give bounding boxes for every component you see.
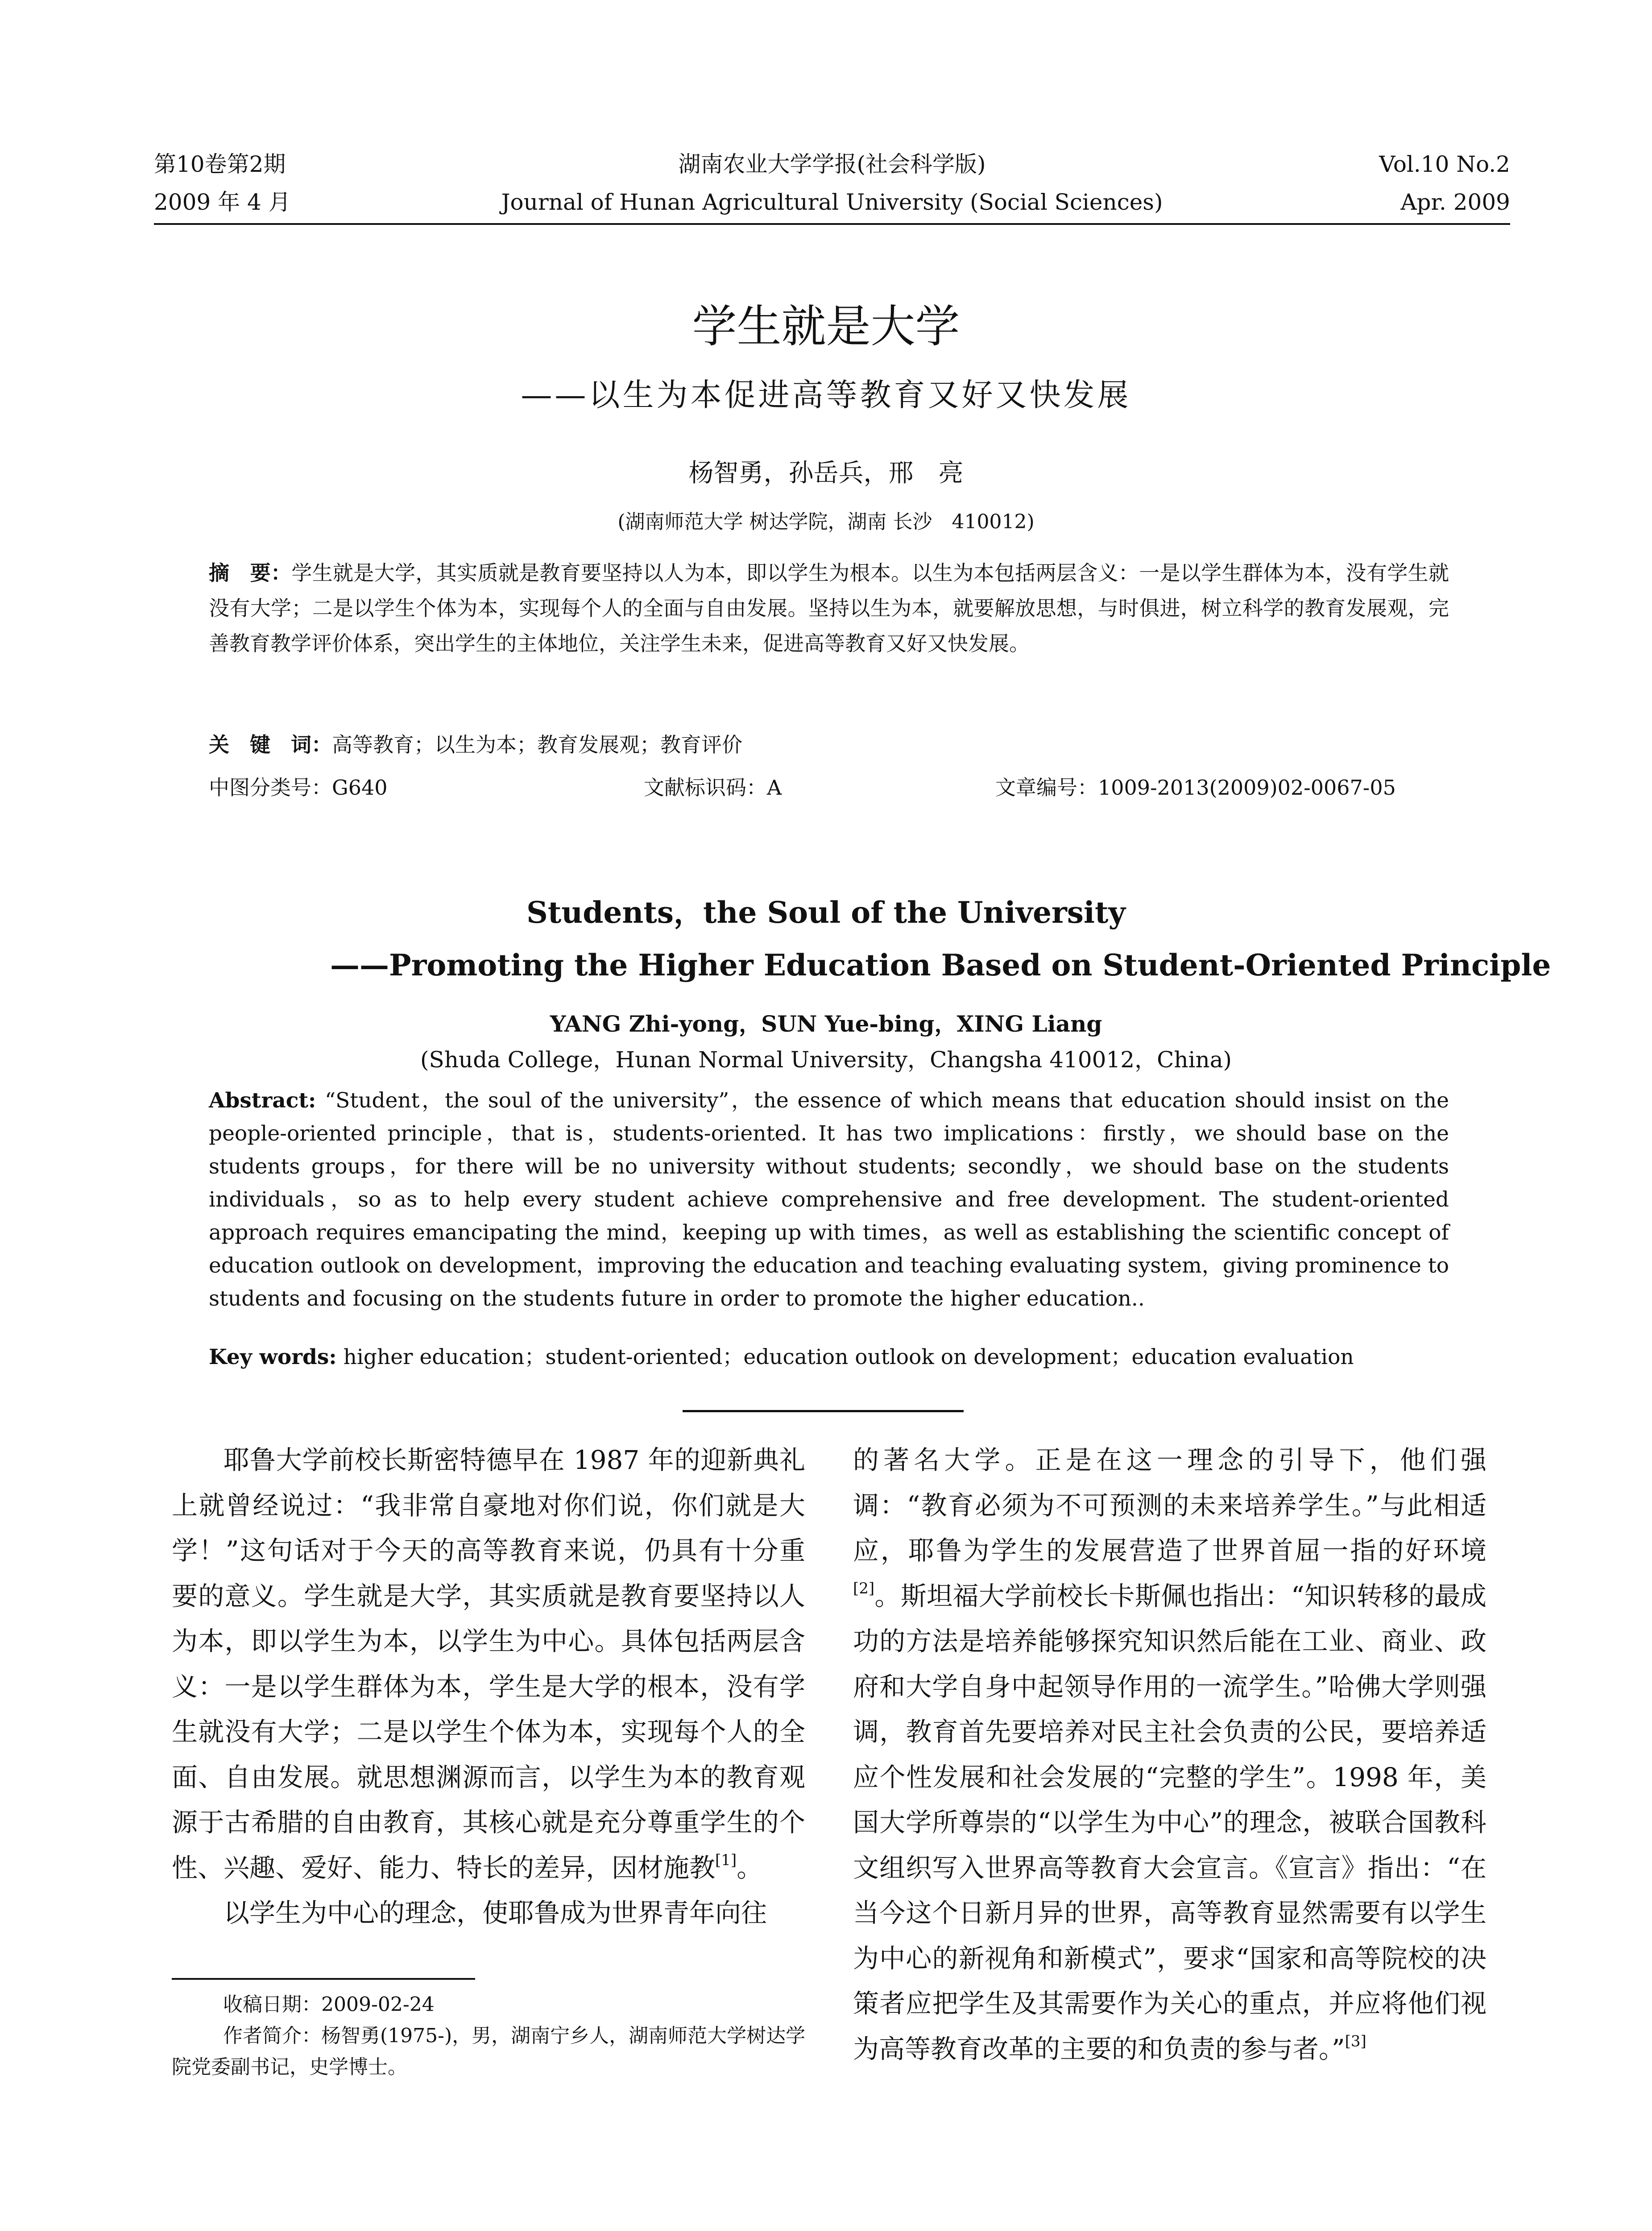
abstract-label-en: Abstract: xyxy=(209,1088,316,1113)
citation-ref-3[interactable]: [3] xyxy=(1345,2032,1366,2050)
date-en: Apr. 2009 xyxy=(1400,189,1510,215)
date-cn: 2009 年 4 月 xyxy=(154,189,291,215)
volume-issue-en: Vol.10 No.2 xyxy=(1379,151,1510,177)
article-number-value: 1009-2013(2009)02-0067-05 xyxy=(1098,775,1396,800)
body-text: 以学生为中心的理念，使耶鲁成为世界青年向往 xyxy=(224,1898,767,1928)
body-paragraph xyxy=(853,1438,1486,2072)
abstract-cn xyxy=(209,556,1449,661)
keywords-label-cn: 关 键 词： xyxy=(209,733,332,757)
abstract-en xyxy=(209,1084,1449,1315)
keywords-en xyxy=(209,1341,1471,1374)
keywords-label-en: Key words: xyxy=(209,1345,337,1369)
header-rule xyxy=(154,223,1510,225)
article-title-en: Students，the Soul of the University xyxy=(526,895,1126,930)
body-text: 耶鲁大学前校长斯密特德早在 1987 年的迎新典礼上就曾经说过：“我非常自豪地对你们说，你们就是大学！”这句话对于今天的高等教育来说，仍具有十分重要的意义。学生就是大学，其实质就是教育要坚持以人为本，即以学生为本，以学生为中心。具体包括两层含义：一是以学生群体为本，学生是大学的根本，没有学生就没有大学；二是以学生个体为本，实现每个人的全面、自由发展。就思想渊源而言，以学生为本的教育观源于古希腊的自由教育，其核心就是充分尊重学生的个性、兴趣、爱好、能力、特长的差异，因材施教 xyxy=(172,1445,805,1883)
keywords-text-en: higher education；student-oriented；education outlook on development；education evaluation xyxy=(336,1345,1354,1369)
article-subtitle-en: ——Promoting the Higher Education Based on Student-Oriented Principle xyxy=(330,948,1551,983)
body-paragraph xyxy=(172,1438,805,1891)
classification-row xyxy=(209,772,1471,803)
section-separator xyxy=(683,1410,964,1412)
keywords-text-cn: 高等教育；以生为本；教育发展观；教育评价 xyxy=(332,733,742,757)
doc-code-label: 文献标识码： xyxy=(644,775,767,800)
running-header-line2 xyxy=(154,188,1510,216)
clc-number xyxy=(209,772,388,803)
body-paragraph xyxy=(172,1891,805,1936)
abstract-label-cn: 摘 要： xyxy=(209,561,292,585)
journal-name-cn: 湖南农业大学学报(社会科学版) xyxy=(678,151,986,177)
article-title-cn: 学生就是大学 xyxy=(692,300,960,352)
clc-value: G640 xyxy=(332,775,388,800)
authors-en: YANG Zhi-yong，SUN Yue-bing，XING Liang xyxy=(550,1011,1102,1037)
document-code xyxy=(644,772,782,803)
body-column-left xyxy=(172,1438,805,1936)
abstract-text-en: “Student，the soul of the university”，the essence of which means that education should insist on the people-oriented principle，that is，students-oriented. It has two implications：firstly，we should base on the students groups，for there will be no university without students; secondly，we should base on the students individuals，so as to help every student achieve comprehensive and free development. The student-oriented approach requires emancipating the mind，keeping up with times，as well as establishing the scientific concept of education outlook on development，improving the education and teaching evaluating system，giving prominence to students and focusing on the students future in order to promote the higher education.. xyxy=(209,1088,1449,1311)
article-number-label: 文章编号： xyxy=(995,775,1098,800)
keywords-cn xyxy=(209,727,1449,763)
body-text: 。斯坦福大学前校长卡斯佩也指出：“知识转移的最成功的方法是培养能够探究知识然后能在工业、商业、政府和大学自身中起领导作用的一流学生。”哈佛大学则强调，教育首先要培养对民主社会负责的公民，要培养适应个性发展和社会发展的“完整的学生”。1998 年，美国大学所尊崇的“以学生为中心”的理念，被联合国教科文组织写入世界高等教育大会宣言。《宣言》指出：“在当今这个日新月异的世界，高等教育显然需要有以学生为中心的新视角和新模式”，要求“国家和高等院校的决策者应把学生及其需要作为关心的重点，并应将他们视为高等教育改革的主要的和负责的参与者。” xyxy=(853,1580,1486,2064)
affiliation-en: (Shuda College，Hunan Normal University，Changsha 410012，China) xyxy=(420,1047,1232,1073)
authors-cn: 杨智勇，孙岳兵，邢 亮 xyxy=(688,459,964,488)
body-text: 的著名大学。正是在这一理念的引导下，他们强调：“教育必须为不可预测的未来培养学生。”与此相适应，耶鲁为学生的发展营造了世界首屈一指的好环境 xyxy=(853,1445,1486,1566)
citation-ref-2[interactable]: [2] xyxy=(853,1579,875,1597)
article-subtitle-cn: ——以生为本促进高等教育又好又快发展 xyxy=(521,377,1131,413)
journal-name-en: Journal of Hunan Agricultural University (Social Sciences) xyxy=(501,189,1163,215)
footnote-rule xyxy=(172,1978,475,1980)
doc-code-value: A xyxy=(767,775,782,800)
body-column-right xyxy=(853,1438,1486,2072)
citation-ref-1[interactable]: [1] xyxy=(715,1851,737,1869)
clc-label: 中图分类号： xyxy=(209,775,332,800)
body-text: 。 xyxy=(737,1852,763,1883)
volume-issue-cn: 第10卷第2期 xyxy=(154,151,286,177)
running-header-line1 xyxy=(154,150,1510,178)
footnote-author-bio: 作者简介：杨智勇(1975-)，男，湖南宁乡人，湖南师范大学树达学院党委副书记，史学博士。 xyxy=(172,2024,806,2078)
affiliation-cn: (湖南师范大学 树达学院，湖南 长沙 410012) xyxy=(617,510,1035,533)
abstract-text-cn: 学生就是大学，其实质就是教育要坚持以人为本，即以学生为根本。以生为本包括两层含义：一是以学生群体为本，没有学生就没有大学；二是以学生个体为本，实现每个人的全面与自由发展。坚持以生为本，就要解放思想，与时俱进，树立科学的教育发展观，完善教育教学评价体系，突出学生的主体地位，关注学生未来，促进高等教育又好又快发展。 xyxy=(209,561,1449,655)
article-number xyxy=(995,772,1396,803)
footnote-received-date: 收稿日期：2009-02-24 xyxy=(223,1993,435,2016)
footnotes xyxy=(172,1989,810,2083)
